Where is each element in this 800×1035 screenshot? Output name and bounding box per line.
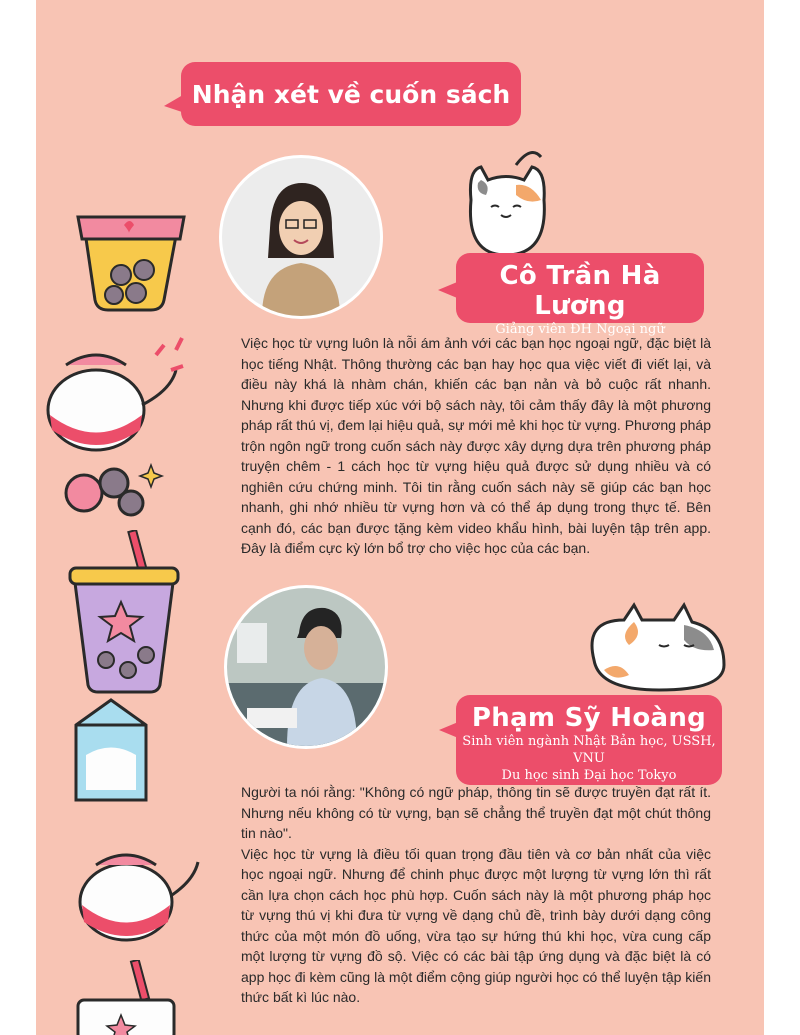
reviewer-1-card [456, 253, 704, 337]
reviewer-1-avatar [219, 155, 383, 319]
reviewer-2-card [456, 695, 722, 785]
review-paragraph: Việc học từ vựng là điều tối quan trọng đầu tiên và cơ bản nhất của việc học ngoại ngữ. Nhưng để chinh phục được một lượng từ vựng lớn thì rất cần lựa chọn cách học phù hợp. Cuốn sách này là một phương pháp học từ vựng thú vị khi đưa từ vựng về dạng chủ đề, trình bày dưới dạng công thức của một món đồ uống, vừa tạo sự hứng thú khi học, vừa cung cấp một lượng từ vựng đồ sộ. Việc có các bài tập ứng dụng và đặc biệt là có app học đi kèm cũng là một điểm cộng giúp người học có thể luyện tập kiến thức bất kì lúc nào. [241, 845, 711, 1005]
sleeping-cat-icon [584, 590, 734, 695]
section-title: Nhận xét về cuốn sách [181, 62, 521, 126]
reviewer-1-name: Cô Trần Hà Lương [499, 261, 661, 321]
drink-cup-with-straw-icon [66, 530, 186, 695]
reviewer-1-role: Giảng viên ĐH Ngoại ngữ [495, 322, 665, 337]
review-paragraph: Việc học từ vựng luôn là nỗi ám ảnh với các bạn học ngoại ngữ, đặc biệt là học tiếng Nhật. Thông thường các bạn hay học qua việc viết đi viết lại, và điều này khá là nhàm chán, khiến các bạn nản và bỏ cuộc rất nhanh. Nhưng khi được tiếp xúc với bộ sách này, tôi cảm thấy đây là một phương pháp rất thú vị, đem lại hiệu quả, sự mới mẻ khi học từ vựng. Phương pháp trộn ngôn ngữ trong cuốn sách này được xây dựng dựa trên phương pháp truyện chêm - 1 cách học từ vựng hiệu quả được sử dụng nhiều và có nghiên cứu chứng minh. Tôi tin rằng cuốn sách này sẽ giúp các bạn học nhanh, ghi nhớ nhiều từ vựng hơn và có thể áp dụng trong thực tế. Bên cạnh đó, các bạn được tặng kèm video khẩu hình, bài luyện tập trên app. Đây là điểm cực kỳ lớn bổ trợ cho việc học của các bạn. [241, 335, 711, 556]
bubble-tea-cup-icon [66, 195, 196, 315]
tapioca-pearls-icon [56, 455, 176, 525]
drink-cup-bottom-icon [76, 960, 176, 1035]
reviewer-2-review [241, 782, 711, 1008]
reviewer-1-review [241, 333, 711, 559]
cat-icon [456, 145, 566, 260]
reviewer-2-name: Phạm Sỹ Hoàng [471, 703, 707, 733]
reviewer-2-role: Sinh viên ngành Nhật Bản học, USSH, VNU [462, 734, 716, 766]
reviewer-2-avatar [224, 585, 388, 749]
review-paragraph: Người ta nói rằng: "Không có ngữ pháp, thông tin sẽ được truyền đạt rất ít. Nhưng nếu không có từ vựng, bạn sẽ chẳng thể truyền đạt một chút thông tin nào". [241, 784, 711, 841]
teapot-icon-2 [66, 840, 206, 950]
reviewer-2-role-2: Du học sinh Đại học Tokyo [501, 768, 677, 783]
teapot-icon [36, 335, 206, 455]
milk-carton-icon [66, 695, 156, 805]
